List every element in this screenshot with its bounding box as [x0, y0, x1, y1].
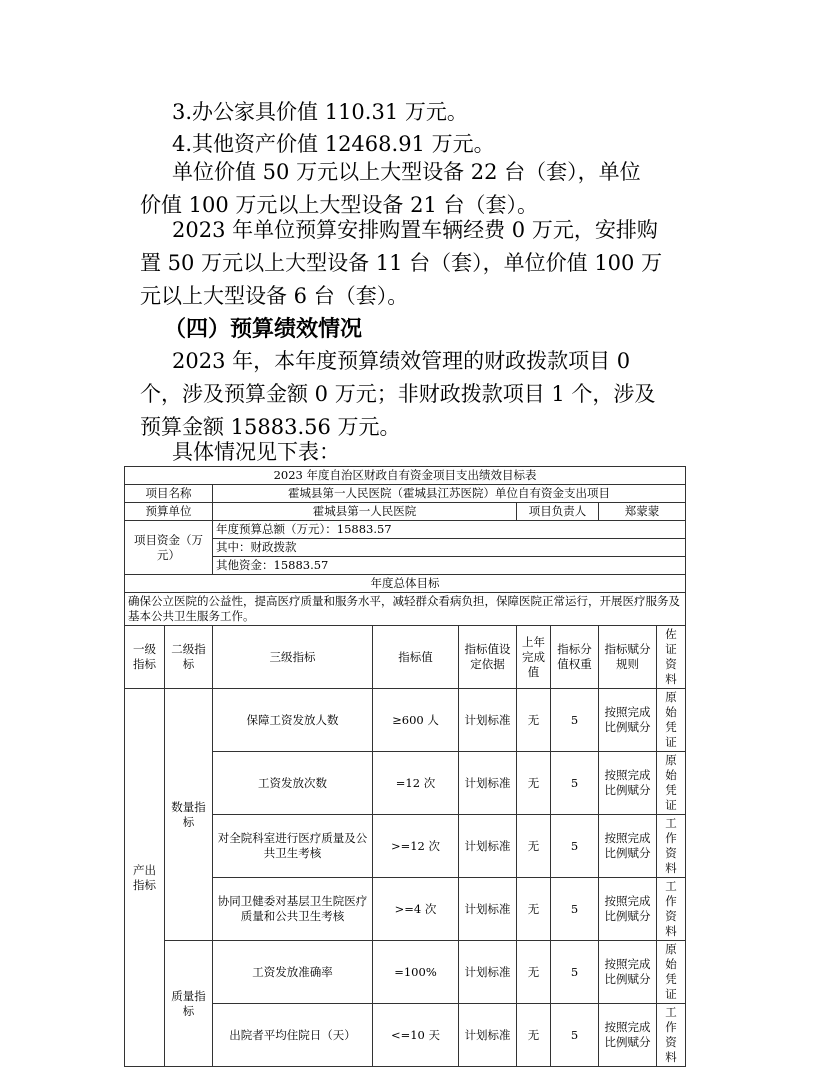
- paragraph-line: 元以上大型设备 6 台（套）。: [140, 284, 409, 308]
- indicator-evidence: 工作资料: [657, 878, 686, 941]
- indicator-prev: 无: [517, 941, 551, 1004]
- project-name-value: 霍城县第一人民医院（霍城县江苏医院）单位自有资金支出项目: [213, 485, 686, 503]
- indicator-rule: 按照完成比例赋分: [599, 689, 657, 752]
- indicator-value: <=10 天: [373, 1004, 459, 1067]
- header-cell: 佐证资料: [657, 626, 686, 689]
- indicator-name: 工资发放次数: [213, 752, 373, 815]
- paragraph-office-furniture: 3.办公家具价值 110.31 万元。: [172, 100, 468, 124]
- budget-unit-value: 霍城县第一人民医院: [213, 503, 517, 521]
- indicator-rule: 按照完成比例赋分: [599, 752, 657, 815]
- header-cell: 三级指标: [213, 626, 373, 689]
- indicator-evidence: 原始凭证: [657, 941, 686, 1004]
- level1-indicator: 产出指标: [125, 689, 165, 1067]
- section-heading: （四）预算绩效情况: [164, 317, 363, 342]
- indicator-evidence: 原始凭证: [657, 689, 686, 752]
- indicator-prev: 无: [517, 1004, 551, 1067]
- leader-label: 项目负责人: [517, 503, 599, 521]
- indicator-rule: 按照完成比例赋分: [599, 815, 657, 878]
- indicator-value: >=4 次: [373, 878, 459, 941]
- indicator-basis: 计划标准: [459, 689, 517, 752]
- indicator-weight: 5: [551, 878, 599, 941]
- fund-label: 项目资金（万元）: [125, 521, 213, 575]
- paragraph-line: 价值 100 万元以上大型设备 21 台（套）。: [140, 193, 539, 217]
- header-cell: 指标赋分规则: [599, 626, 657, 689]
- indicator-prev: 无: [517, 878, 551, 941]
- paragraph-line: 2023 年，本年度预算绩效管理的财政拨款项目 0: [172, 349, 631, 373]
- header-cell: 二级指标: [165, 626, 213, 689]
- indicator-prev: 无: [517, 689, 551, 752]
- indicator-basis: 计划标准: [459, 815, 517, 878]
- indicator-prev: 无: [517, 752, 551, 815]
- paragraph-other-assets: 4.其他资产价值 12468.91 万元。: [172, 132, 495, 156]
- indicator-value: >=12 次: [373, 815, 459, 878]
- budget-unit-label: 预算单位: [125, 503, 213, 521]
- header-cell: 一级指标: [125, 626, 165, 689]
- indicator-basis: 计划标准: [459, 878, 517, 941]
- indicator-basis: 计划标准: [459, 941, 517, 1004]
- indicator-name: 出院者平均住院日（天）: [213, 1004, 373, 1067]
- paragraph-line: 置 50 万元以上大型设备 11 台（套），单位价值 100 万: [140, 251, 663, 275]
- table-title: 2023 年度自治区财政自有资金项目支出绩效目标表: [125, 467, 686, 485]
- indicator-basis: 计划标准: [459, 1004, 517, 1067]
- paragraph-performance: [140, 345, 688, 444]
- indicator-value: =12 次: [373, 752, 459, 815]
- indicator-evidence: 工作资料: [657, 1004, 686, 1067]
- indicator-evidence: 原始凭证: [657, 752, 686, 815]
- paragraph-line: 预算金额 15883.56 万元。: [140, 415, 401, 439]
- fund-total: 年度预算总额（万元）：15883.57: [213, 521, 686, 539]
- annual-goal-label: 年度总体目标: [125, 575, 686, 593]
- paragraph-table-intro: 具体情况见下表：: [172, 440, 340, 464]
- project-name-label: 项目名称: [125, 485, 213, 503]
- indicator-prev: 无: [517, 815, 551, 878]
- fund-other: 其他资金：15883.57: [213, 557, 686, 575]
- header-cell: 指标值: [373, 626, 459, 689]
- indicator-weight: 5: [551, 815, 599, 878]
- indicator-name: 协同卫健委对基层卫生院医疗质量和公共卫生考核: [213, 878, 373, 941]
- indicator-name: 对全院科室进行医疗质量及公共卫生考核: [213, 815, 373, 878]
- level2-indicator: 数量指标: [165, 689, 213, 941]
- header-cell: 上年完成值: [517, 626, 551, 689]
- indicator-value: ≥600 人: [373, 689, 459, 752]
- indicator-name: 保障工资发放人数: [213, 689, 373, 752]
- indicator-weight: 5: [551, 1004, 599, 1067]
- header-cell: 指标分值权重: [551, 626, 599, 689]
- indicator-weight: 5: [551, 689, 599, 752]
- indicator-weight: 5: [551, 941, 599, 1004]
- paragraph-line: 个，涉及预算金额 0 万元；非财政拨款项目 1 个，涉及: [140, 382, 656, 406]
- indicator-rule: 按照完成比例赋分: [599, 941, 657, 1004]
- leader-value: 郑蒙蒙: [599, 503, 686, 521]
- paragraph-2023-purchase: [140, 214, 688, 313]
- performance-goal-table: [124, 466, 686, 1067]
- level2-indicator: 质量指标: [165, 941, 213, 1067]
- fund-fiscal: 其中：财政拨款: [213, 539, 686, 557]
- indicator-evidence: 工作资料: [657, 815, 686, 878]
- indicator-rule: 按照完成比例赋分: [599, 1004, 657, 1067]
- paragraph-large-equipment: [140, 156, 688, 222]
- paragraph-line: 2023 年单位预算安排购置车辆经费 0 万元，安排购: [172, 218, 658, 242]
- indicator-basis: 计划标准: [459, 752, 517, 815]
- indicator-rule: 按照完成比例赋分: [599, 878, 657, 941]
- indicator-value: =100%: [373, 941, 459, 1004]
- indicator-weight: 5: [551, 752, 599, 815]
- paragraph-line: 单位价值 50 万元以上大型设备 22 台（套），单位: [172, 160, 641, 184]
- header-cell: 指标值设定依据: [459, 626, 517, 689]
- annual-goal-text: 确保公立医院的公益性，提高医疗质量和服务水平，减轻群众看病负担，保障医院正常运行，开展医疗服务及基本公共卫生服务工作。: [125, 593, 686, 626]
- indicator-name: 工资发放准确率: [213, 941, 373, 1004]
